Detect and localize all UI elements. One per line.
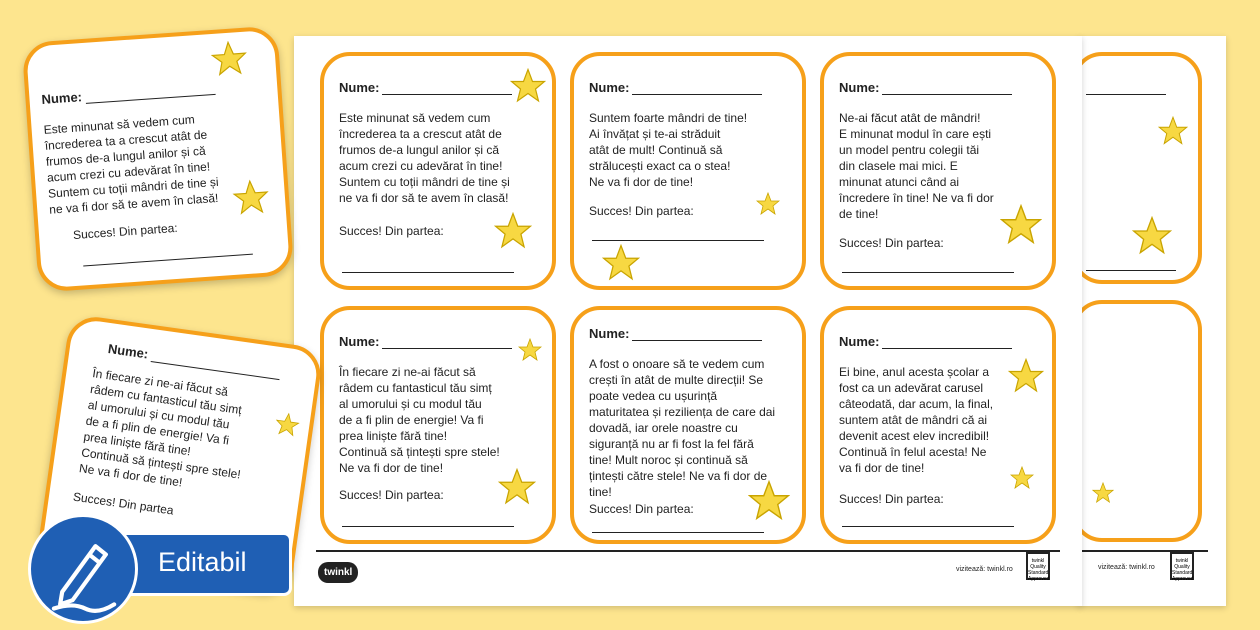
star-icon: [756, 192, 780, 216]
card-message: A fost o onoare să te vedem cum crești în atât de multe direcții! Se poate vedea cu ușurință maturitatea și reziliența de care dai dovadă, iar orele noastre cu siguranță nu ar fi fost la fel fără tine! Mult noroc și continuă să țintești către stele! Ne va fi dor de tine!: [589, 357, 776, 499]
card-message: Este minunat să vedem cum încrederea ta a crescut atât de frumos de-a lungul anilor și că acum crezi cu adevărat în tine! Suntem cu toții mândri de tine și ne va fi dor să te avem în clasă!: [339, 111, 510, 205]
pen-icon: [28, 514, 138, 624]
quality-badge: twinkl Quality Standard Approved: [1170, 552, 1194, 580]
succes-label: Succes! Din partea:: [839, 236, 944, 250]
star-icon: [1092, 482, 1114, 504]
star-icon: [602, 244, 640, 282]
name-label: Nume:: [839, 334, 880, 349]
visit-text: vizitează: twinkl.ro: [956, 566, 1013, 573]
back-card-bottom: [1072, 300, 1202, 542]
star-icon: [210, 40, 248, 78]
card-5: [570, 306, 806, 544]
name-label: Nume:: [589, 80, 630, 95]
footer-divider: [316, 550, 1060, 552]
star-icon: [498, 468, 536, 506]
front-worksheet: [294, 36, 1082, 606]
succes-label: Succes! Din partea:: [72, 220, 179, 243]
star-icon: [510, 68, 546, 104]
name-label: Nume:: [839, 80, 880, 95]
card-message: Ne-ai făcut atât de mândri! E minunat modul în care ești un model pentru colegii tăi din clasele mai mici. E minunat atunci când ai încredere în tine! Ne va fi dor de tine!: [839, 111, 994, 221]
editabil-badge[interactable]: [0, 530, 294, 600]
name-label: Nume:: [107, 341, 150, 362]
name-label: Nume:: [339, 80, 380, 95]
visit-text: vizitează: twinkl.ro: [1098, 564, 1155, 571]
card-message: În fiecare zi ne-ai făcut să râdem cu fantasticul tău simț al umorului și cu modul tău de a fi plin de energie! Va fi prea liniște fără tine! Continuă să țintești spre stele! Ne va fi dor de tine!: [78, 366, 243, 490]
back-worksheet: [1078, 36, 1226, 606]
editabil-label: Editabil: [158, 547, 247, 577]
card-4: [320, 306, 556, 544]
loose-card-1: [22, 25, 295, 292]
star-icon: [748, 480, 790, 522]
card-message: Suntem foarte mândri de tine! Ai învățat și te-ai străduit atât de mult! Continuă să strălucești exact ca o stea! Ne va fi dor de tine!: [589, 111, 748, 189]
quality-badge: twinkl Quality Standard Approved: [1026, 552, 1050, 580]
star-icon: [494, 212, 532, 250]
star-icon: [1158, 116, 1188, 146]
star-icon: [1000, 204, 1042, 246]
back-card-top: [1072, 52, 1202, 284]
succes-label: Succes! Din partea:: [839, 492, 944, 506]
card-3: [820, 52, 1056, 290]
name-label: Nume:: [589, 326, 630, 341]
name-label: Nume:: [339, 334, 380, 349]
star-icon: [1010, 466, 1034, 490]
card-message: Ei bine, anul acesta școlar a fost ca un adevărat carusel câteodată, dar acum, la final, suntem atât de mândri că ai devenit acest elev incredibil! Continuă în felul acesta! Ne va fi dor de tine!: [839, 365, 994, 475]
star-icon: [232, 178, 270, 216]
succes-label: Succes! Din partea:: [589, 204, 694, 218]
card-message: În fiecare zi ne-ai făcut să râdem cu fantasticul tău simț al umorului și cu modul tău de a fi plin de energie! Va fi prea liniște fără tine! Continuă să țintești spre stele! Ne va fi dor de tine!: [339, 365, 500, 475]
card-1: [320, 52, 556, 290]
card-message: Este minunat să vedem cum încrederea ta a crescut atât de frumos de-a lungul anilor și că acum crezi cu adevărat în tine! Suntem cu toții mândri de tine și ne va fi dor să te avem în clasă!: [43, 112, 219, 217]
card-2: [570, 52, 806, 290]
card-6: [820, 306, 1056, 544]
succes-label: Succes! Din partea:: [339, 224, 444, 238]
star-icon: [518, 338, 542, 362]
star-icon: [1132, 216, 1172, 256]
twinkl-logo: twinkl: [318, 562, 358, 583]
succes-label: Succes! Din partea:: [589, 502, 694, 516]
succes-label: Succes! Din partea: [72, 489, 175, 518]
succes-label: Succes! Din partea:: [339, 488, 444, 502]
name-label: Nume:: [41, 89, 83, 107]
